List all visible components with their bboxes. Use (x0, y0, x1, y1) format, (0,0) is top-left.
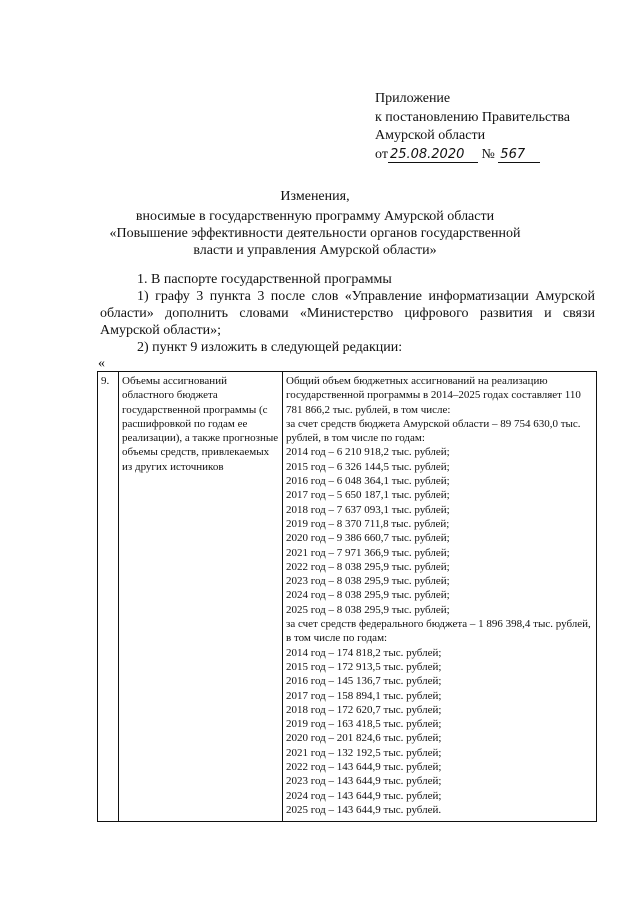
appendix-header (375, 90, 570, 164)
title-subheading: вносимые в государственную программу Амурской области «Повышение эффективности деятельности органов государственной власти и управления Амурской области» (109, 209, 521, 258)
row-number: 9. (98, 372, 119, 822)
regional-year-item: 2022 год – 8 038 295,9 тыс. рублей; (286, 560, 450, 573)
federal-year-item: 2022 год – 143 644,9 тыс. рублей; (286, 761, 442, 774)
federal-year-item: 2024 год – 143 644,9 тыс. рублей; (286, 789, 442, 802)
federal-year-item: 2018 год – 172 620,7 тыс. рублей; (286, 703, 442, 716)
federal-year-item: 2021 год – 132 192,5 тыс. рублей; (286, 746, 442, 759)
regional-year-item: 2016 год – 6 048 364,1 тыс. рублей; (286, 475, 450, 488)
regional-year-item: 2021 год – 7 971 366,9 тыс. рублей; (286, 546, 450, 559)
regional-year-item: 2019 год – 8 370 711,8 тыс. рублей; (286, 517, 450, 530)
regional-year-item: 2024 год – 8 038 295,9 тыс. рублей; (286, 589, 450, 602)
total-text: Общий объем бюджетных ассигнований на реализацию государственной программы в 2014–2025 годах составляет 110 781 866,2 тыс. рублей, в том числе: (286, 375, 581, 416)
opening-quote: « (98, 356, 105, 371)
appendix-date-line (375, 146, 570, 165)
table-row (98, 372, 597, 822)
paragraph-1: 1. В паспорте государственной программы (137, 272, 392, 287)
regional-year-item: 2017 год – 5 650 187,1 тыс. рублей; (286, 489, 450, 502)
number-prefix: № (481, 146, 495, 162)
paragraph-3: 2) пункт 9 изложить в следующей редакции: (137, 340, 403, 355)
appendix-line-1: Приложение (375, 91, 451, 106)
appendix-line-2: к постановлению Правительства (375, 109, 571, 125)
row-value (283, 372, 597, 822)
federal-year-item: 2020 год – 201 824,6 тыс. рублей; (286, 732, 442, 745)
federal-year-item: 2023 год – 143 644,9 тыс. рублей; (286, 775, 442, 788)
appendix-line-3: Амурской области (375, 128, 486, 143)
date-value: 25.08.2020 (388, 148, 478, 163)
federal-year-item: 2019 год – 163 418,5 тыс. рублей; (286, 718, 442, 731)
federal-year-item: 2015 год – 172 913,5 тыс. рублей; (286, 660, 442, 673)
document-body (100, 271, 595, 356)
regional-year-item: 2015 год – 6 326 144,5 тыс. рублей; (286, 460, 450, 473)
document-title (100, 188, 530, 259)
number-value: 567 (498, 148, 540, 163)
federal-year-item: 2017 год – 158 894,1 тыс. рублей; (286, 689, 442, 702)
regional-year-item: 2020 год – 9 386 660,7 тыс. рублей; (286, 532, 450, 545)
regional-intro: за счет средств бюджета Амурской области – 89 754 630,0 тыс. рублей, в том числе по годам: (286, 417, 581, 445)
row-label: Объемы ассигнований областного бюджета государственной программы (с расшифровкой по годам ее реализации), а также прогнозные объемы средств, привлекаемых из других источников (119, 372, 283, 822)
regional-year-item: 2025 год – 8 038 295,9 тыс. рублей; (286, 603, 450, 616)
paragraph-2: 1) графу 3 пункта 3 после слов «Управление информатизации Амурской области» дополнить словами «Министерство цифрового развития и связи Амурской области»; (100, 289, 595, 338)
date-prefix: от (375, 146, 388, 162)
regional-year-item: 2018 год – 7 637 093,1 тыс. рублей; (286, 503, 450, 516)
federal-year-item: 2025 год – 143 644,9 тыс. рублей. (286, 803, 442, 816)
federal-year-item: 2014 год – 174 818,2 тыс. рублей; (286, 646, 442, 659)
regional-year-item: 2023 год – 8 038 295,9 тыс. рублей; (286, 575, 450, 588)
title-heading: Изменения, (280, 189, 350, 204)
regional-year-item: 2014 год – 6 210 918,2 тыс. рублей; (286, 446, 450, 459)
federal-year-item: 2016 год – 145 136,7 тыс. рублей; (286, 675, 442, 688)
federal-intro: за счет средств федерального бюджета – 1 896 398,4 тыс. рублей, в том числе по годам: (286, 618, 591, 645)
passport-table (97, 371, 597, 822)
